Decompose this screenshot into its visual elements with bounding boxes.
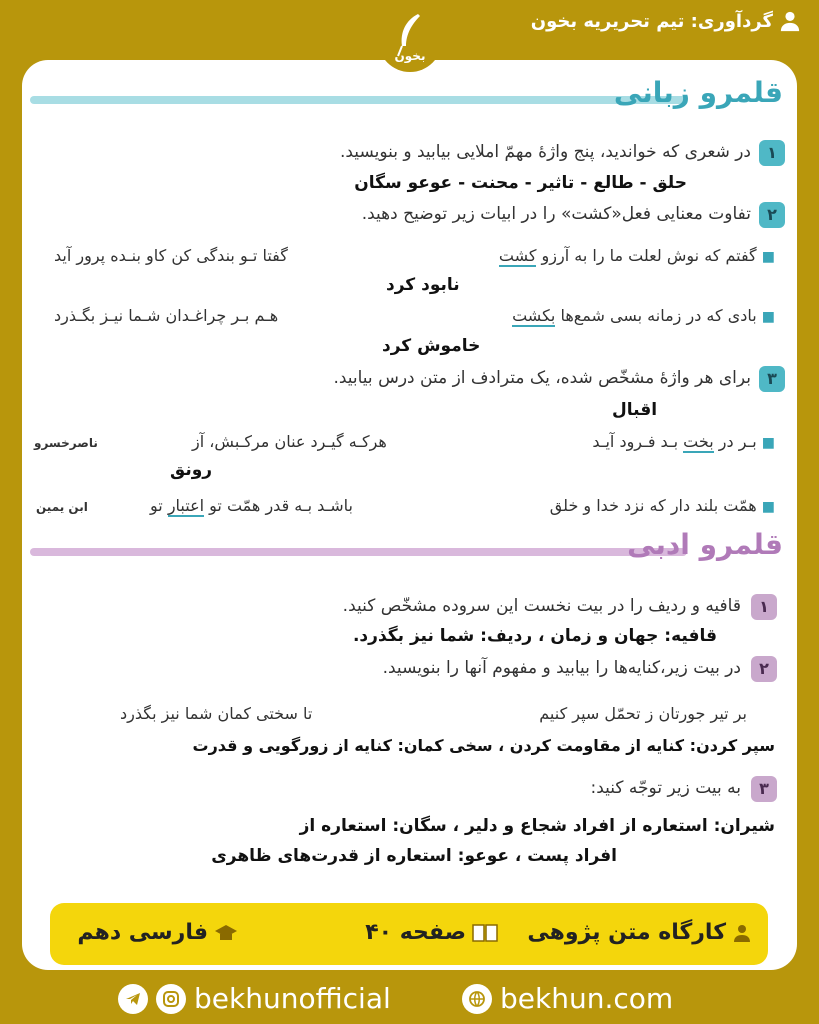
poet-name: ابن یمین bbox=[36, 500, 88, 514]
instagram-icon[interactable] bbox=[156, 984, 186, 1014]
footer-page: صفحه ۴۰ bbox=[365, 920, 498, 945]
question-text: در بیت زیر،کنایه‌ها را بیابید و مفهوم آنها را بنویسید. bbox=[382, 658, 741, 678]
credit-text: گردآوری: تیم تحریریه بخون bbox=[530, 10, 773, 32]
bullet-icon: ■ bbox=[761, 499, 775, 515]
top-bar bbox=[0, 0, 819, 63]
verse-right: ■ بـر در بخت بـد فـرود آیـد bbox=[592, 432, 775, 451]
highlighted-word: اعتبار bbox=[167, 496, 205, 515]
question-number: ۲ bbox=[751, 656, 777, 682]
book-open-icon bbox=[472, 923, 498, 943]
feather-logo-icon bbox=[388, 10, 432, 64]
verse-right: ■ همّت بلند دار که نزد خدا و خلق bbox=[549, 496, 775, 515]
verse-right: ■ گفتم که نوش لعلت ما را به آرزو کشت bbox=[498, 246, 775, 265]
content-card bbox=[22, 60, 797, 970]
website-link[interactable] bbox=[462, 982, 673, 1015]
question-text: به بیت زیر توجّه کنید: bbox=[590, 778, 741, 798]
answer-text: نابود کرد bbox=[386, 275, 460, 295]
answer-text: قافیه: جهان و زمان ، ردیف: شما نیز بگذرد. bbox=[352, 626, 717, 646]
question-number: ۲ bbox=[759, 202, 785, 228]
highlighted-word: کشت bbox=[498, 246, 537, 265]
bullet-icon: ■ bbox=[761, 249, 775, 265]
answer-text: سپر کردن: کنایه از مقاومت کردن ، سخی کمان: کنایه از زورگویی و قدرت bbox=[192, 736, 775, 755]
footer-book: فارسی دهم bbox=[77, 920, 238, 945]
verse-left: گفتا تـو بندگی کن کاو بنـده پرور آید bbox=[54, 246, 288, 265]
question-text: تفاوت معنایی فعل«کشت» را در ابیات زیر توضیح دهید. bbox=[361, 204, 751, 224]
verse-left: هرکـه گیـرد عنان مرکـبش، آز bbox=[192, 432, 387, 451]
answer-text: رونق bbox=[170, 460, 213, 480]
graduation-cap-icon bbox=[214, 923, 238, 943]
verse-left: باشـد بـه قدر همّت تو اعتبار تو bbox=[150, 496, 353, 515]
teacher-icon bbox=[732, 923, 752, 943]
social-handle[interactable] bbox=[118, 982, 391, 1015]
footer-box bbox=[50, 903, 768, 965]
telegram-icon[interactable] bbox=[118, 984, 148, 1014]
answer-text: حلق - طالع - تاثیر - محنت - عوعو سگان bbox=[354, 173, 687, 193]
site-text: bekhun.com bbox=[500, 982, 674, 1015]
question-text: برای هر واژهٔ مشخّص شده، یک مترادف از متن درس بیابید. bbox=[333, 368, 751, 388]
highlighted-word: بکشت bbox=[512, 306, 556, 325]
question-number: ۳ bbox=[751, 776, 777, 802]
bullet-icon: ■ bbox=[761, 435, 775, 451]
verse-left: هـم بـر چراغـدان شـما نیـز بگـذرد bbox=[54, 306, 279, 325]
question-text: در شعری که خواندید، پنج واژهٔ مهمّ املایی بیابید و بنویسید. bbox=[339, 142, 751, 162]
answer-text: خاموش کرد bbox=[382, 336, 481, 356]
social-text: bekhunofficial bbox=[194, 982, 391, 1015]
answer-text: افراد پست ، عوعو: استعاره از قدرت‌های ظاهری bbox=[211, 846, 617, 866]
logo-text: بخون bbox=[394, 49, 426, 63]
section-divider bbox=[30, 96, 687, 104]
bullet-icon: ■ bbox=[761, 309, 775, 325]
user-icon bbox=[779, 10, 801, 32]
verse-right: ■ بادی که در زمانه بسی شمع‌ها بکشت bbox=[512, 306, 775, 325]
highlighted-word: بخت bbox=[683, 432, 714, 451]
verse-right: بر تیر جورتان ز تحمّل سپر کنیم bbox=[539, 704, 747, 723]
credit bbox=[531, 10, 801, 32]
globe-icon bbox=[462, 984, 492, 1014]
verse-left: تا سختی کمان شما نیز بگذرد bbox=[120, 704, 313, 723]
question-number: ۳ bbox=[759, 366, 785, 392]
question-text: قافیه و ردیف را در بیت نخست این سروده مشخّص کنید. bbox=[342, 596, 741, 616]
answer-text: شیران: استعاره از افراد شجاع و دلیر ، سگان: استعاره از bbox=[299, 816, 775, 836]
logo bbox=[378, 2, 442, 72]
section-divider bbox=[30, 548, 687, 556]
poet-name: ناصرخسرو bbox=[34, 436, 98, 450]
section-title: قلمرو ادبی bbox=[627, 528, 783, 561]
section-header-literary bbox=[22, 526, 797, 570]
question-number: ۱ bbox=[751, 594, 777, 620]
section-header-linguistic bbox=[22, 74, 797, 118]
answer-text: اقبال bbox=[612, 400, 658, 420]
question-number: ۱ bbox=[759, 140, 785, 166]
footer-workshop: کارگاه متن پژوهی bbox=[527, 920, 752, 945]
section-title: قلمرو زبانی bbox=[613, 76, 783, 109]
